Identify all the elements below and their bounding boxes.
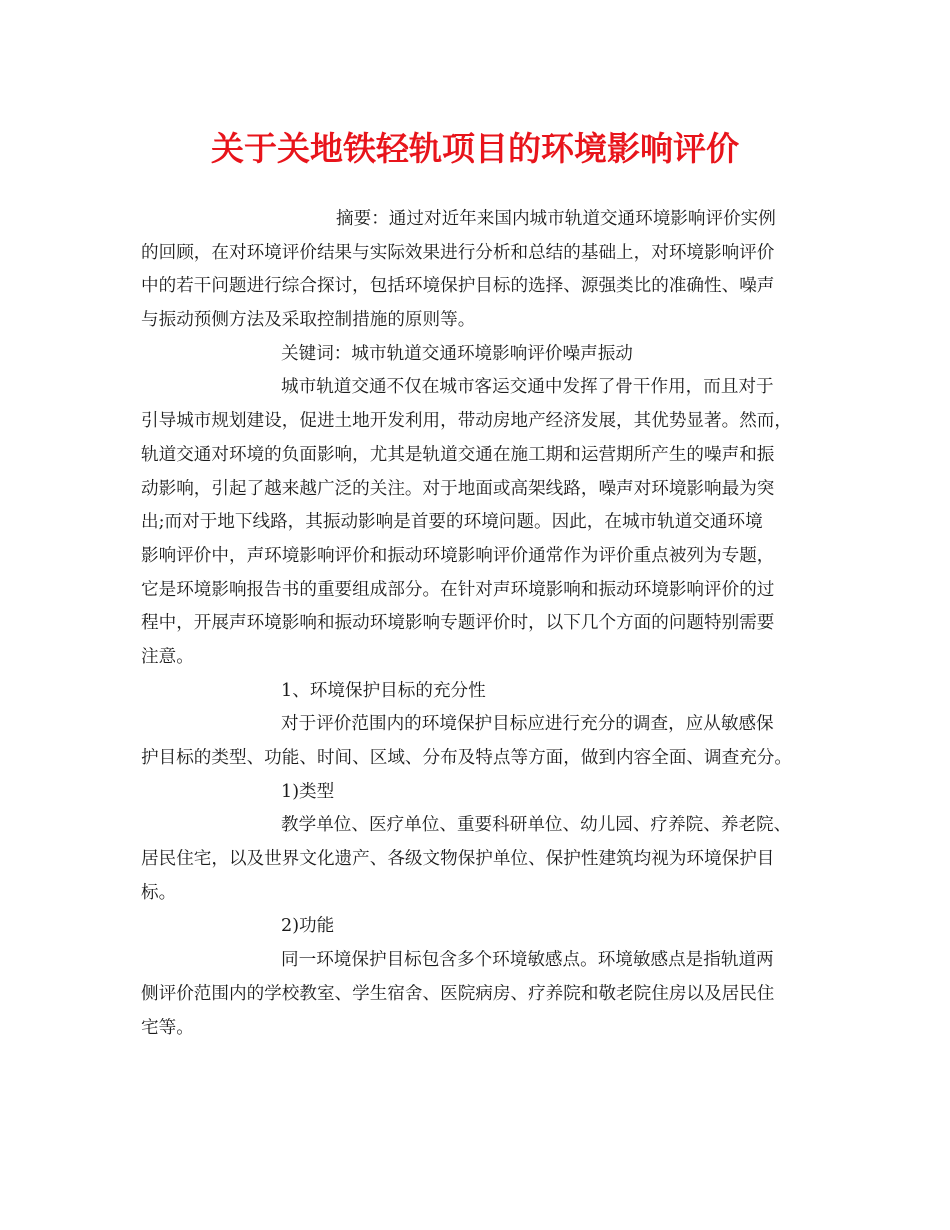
subsection-heading: 1)类型 [281,781,335,802]
abstract-line: 与振动预侧方法及采取控制措施的原则等。 [141,310,476,331]
paragraph-line: 引导城市规划建设，促进土地开发利用，带动房地产经济发展，其优势显著。然而， [141,411,792,432]
paragraph-line: 标。 [141,882,177,903]
paragraph-line: 同一环境保护目标包含多个环境敏感点。环境敏感点是指轨道两 [281,950,774,971]
abstract-line: 摘要：通过对近年来国内城市轨道交通环境影响评价实例 [336,209,776,229]
paragraph-line: 轨道交通对环境的负面影响，尤其是轨道交通在施工期和运营期所产生的噪声和振 [141,444,775,465]
paragraph-line: 侧评价范围内的学校教室、学生宿舍、医院病房、疗养院和敬老院住房以及居民住 [141,983,775,1004]
keywords-line: 关键词：城市轨道交通环境影响评价噪声振动 [281,343,633,364]
paragraph-line: 出;而对于地下线路，其振动影响是首要的环境问题。因此，在城市轨道交通环境 [141,512,763,533]
paragraph-line: 教学单位、医疗单位、重要科研单位、幼儿园、疗养院、养老院、 [281,815,792,836]
subsection-heading: 2)功能 [281,916,335,937]
document-title: 关于关地铁轻轨项目的环境影响评价 [211,129,739,168]
document-body [141,203,831,1045]
paragraph-line: 程中，开展声环境影响和振动环境影响专题评价时，以下几个方面的问题特别需要 [141,613,775,634]
paragraph-line: 动影响，引起了越来越广泛的关注。对于地面或高架线路，噪声对环境影响最为突 [141,478,775,499]
paragraph-line: 注意。 [141,646,194,667]
paragraph-line: 居民住宅，以及世界文化遗产、各级文物保护单位、保护性建筑均视为环境保护目 [141,849,775,870]
section-heading: 1、环境保护目标的充分性 [281,680,486,701]
paragraph-line: 影响评价中，声环境影响评价和振动环境影响评价通常作为评价重点被列为专题， [141,545,775,566]
paragraph-line: 它是环境影响报告书的重要组成部分。在针对声环境影响和振动环境影响评价的过 [141,579,775,600]
abstract-line: 的回顾，在对环境评价结果与实际效果进行分析和总结的基础上，对环境影响评价 [141,242,775,263]
paragraph-line: 对于评价范围内的环境保护目标应进行充分的调查，应从敏感保 [281,714,774,735]
paragraph-line: 城市轨道交通不仅在城市客运交通中发挥了骨干作用，而且对于 [281,377,774,398]
abstract-line: 中的若干问题进行综合探讨，包括环境保护目标的选择、源强类比的准确性、噪声 [141,276,775,297]
paragraph-line: 宅等。 [141,1017,194,1038]
paragraph-line: 护目标的类型、功能、时间、区域、分布及特点等方面，做到内容全面、调查充分。 [141,748,792,768]
